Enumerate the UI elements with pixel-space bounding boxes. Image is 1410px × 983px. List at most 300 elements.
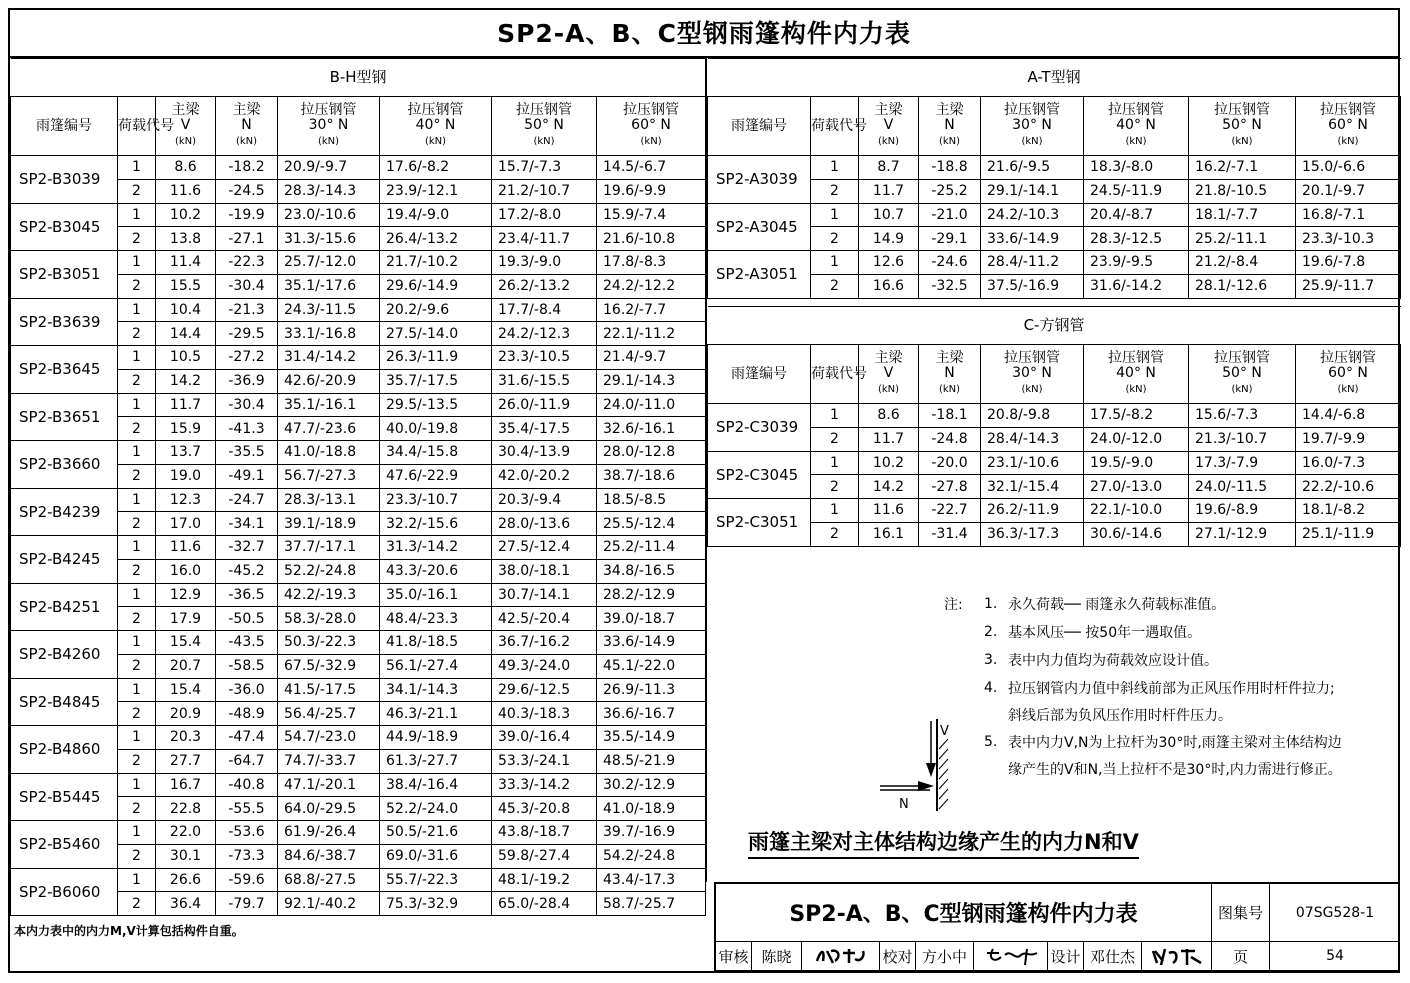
note-line: 5. 表中内力V,N为上拉杆为30°时,雨篷主梁对主体结构边 bbox=[984, 734, 1342, 751]
table-cell: 21.2/-8.4 bbox=[1189, 251, 1296, 275]
note-text: 缘产生的V和N,当上拉杆不是30°时,内力需进行修正。 bbox=[1008, 762, 1342, 778]
header-p40: 拉压钢管 40° N (kN) bbox=[380, 97, 492, 156]
table-cell: 43.4/-17.3 bbox=[597, 868, 706, 892]
note-line bbox=[944, 702, 1342, 728]
table-cell: 35.7/-17.5 bbox=[380, 369, 492, 393]
tb-reviewer-signature bbox=[802, 942, 880, 971]
table-cell: 20.4/-8.7 bbox=[1084, 203, 1189, 227]
table-cell: -21.3 bbox=[216, 298, 278, 322]
table-cell: 21.6/-10.8 bbox=[597, 227, 706, 251]
header-p60: 拉压钢管 60° N (kN) bbox=[1296, 97, 1401, 156]
table-cell: 2 bbox=[811, 274, 859, 298]
table-row bbox=[11, 441, 706, 465]
table-cell: 11.7 bbox=[859, 427, 919, 451]
row-code: SP2-B4845 bbox=[11, 678, 118, 726]
table-cell: 61.3/-27.7 bbox=[380, 749, 492, 773]
table-cell: 23.3/-10.3 bbox=[1296, 227, 1401, 251]
table-cell: 1 bbox=[118, 678, 156, 702]
table-cell: -55.5 bbox=[216, 797, 278, 821]
note-text: 斜线后部为负风压作用时杆件压力。 bbox=[1008, 708, 1232, 724]
table-cell: 1 bbox=[118, 773, 156, 797]
table-cell: 56.1/-27.4 bbox=[380, 654, 492, 678]
table-cell: -32.5 bbox=[919, 274, 981, 298]
table-cell: 21.2/-10.7 bbox=[492, 179, 597, 203]
table-cell: 56.7/-27.3 bbox=[278, 464, 380, 488]
table-cell: 24.0/-12.0 bbox=[1084, 427, 1189, 451]
c-table bbox=[707, 306, 1401, 547]
table-cell: 11.6 bbox=[156, 179, 216, 203]
table-cell: 16.0 bbox=[156, 559, 216, 583]
table-row bbox=[11, 203, 706, 227]
table-cell: 65.0/-28.4 bbox=[492, 892, 597, 916]
table-cell: 30.2/-12.9 bbox=[597, 773, 706, 797]
table-cell: 20.9 bbox=[156, 702, 216, 726]
table-cell: 16.7 bbox=[156, 773, 216, 797]
table-cell: 16.2/-7.7 bbox=[597, 298, 706, 322]
table-cell: 27.1/-12.9 bbox=[1189, 522, 1296, 546]
table-cell: 2 bbox=[811, 427, 859, 451]
table-cell: 25.1/-11.9 bbox=[1296, 522, 1401, 546]
table-cell: 41.0/-18.8 bbox=[278, 441, 380, 465]
table-cell: 20.7 bbox=[156, 654, 216, 678]
table-cell: 23.0/-10.6 bbox=[278, 203, 380, 227]
table-cell: 23.3/-10.5 bbox=[492, 346, 597, 370]
table-cell: 24.5/-11.9 bbox=[1084, 179, 1189, 203]
table-row bbox=[11, 583, 706, 607]
table-cell: 2 bbox=[118, 322, 156, 346]
table-cell: 2 bbox=[118, 559, 156, 583]
table-cell: 18.1/-7.7 bbox=[1189, 203, 1296, 227]
table-cell: -30.4 bbox=[216, 274, 278, 298]
table-cell: -24.8 bbox=[919, 427, 981, 451]
table-cell: 2 bbox=[118, 607, 156, 631]
row-code: SP2-B3651 bbox=[11, 393, 118, 441]
table-cell: 29.5/-13.5 bbox=[380, 393, 492, 417]
table-caption: A-T型钢 bbox=[708, 59, 1401, 97]
wall-hatch bbox=[939, 739, 948, 809]
table-cell: 43.8/-18.7 bbox=[492, 821, 597, 845]
table-row bbox=[708, 156, 1401, 180]
table-row bbox=[708, 227, 1401, 251]
table-cell: 10.2 bbox=[156, 203, 216, 227]
note-text: 表中内力值均为荷载效应设计值。 bbox=[1008, 653, 1218, 669]
table-cell: 30.4/-13.9 bbox=[492, 441, 597, 465]
table-cell: 31.3/-14.2 bbox=[380, 536, 492, 560]
table-cell: 38.7/-18.6 bbox=[597, 464, 706, 488]
table-cell: 32.1/-15.4 bbox=[981, 475, 1084, 499]
table-cell: -29.5 bbox=[216, 322, 278, 346]
table-cell: -19.9 bbox=[216, 203, 278, 227]
table-footnote: 本内力表中的内力M,V计算包括构件自重。 bbox=[14, 924, 244, 938]
table-cell: -50.5 bbox=[216, 607, 278, 631]
table-cell: 24.2/-12.2 bbox=[597, 274, 706, 298]
table-cell: 18.3/-8.0 bbox=[1084, 156, 1189, 180]
table-row bbox=[708, 179, 1401, 203]
table-cell: 19.4/-9.0 bbox=[380, 203, 492, 227]
at-table bbox=[707, 58, 1401, 299]
page-title: SP2-A、B、C型钢雨篷构件内力表 bbox=[8, 8, 1400, 58]
table-cell: -49.1 bbox=[216, 464, 278, 488]
table-cell: 23.1/-10.6 bbox=[981, 451, 1084, 475]
tb-checker-signature bbox=[974, 942, 1048, 971]
table-cell: 21.4/-9.7 bbox=[597, 346, 706, 370]
table-cell: 37.5/-16.9 bbox=[981, 274, 1084, 298]
table-cell: 11.6 bbox=[859, 499, 919, 523]
note-text: 表中内力V,N为上拉杆为30°时,雨篷主梁对主体结构边 bbox=[1008, 735, 1342, 751]
table-row bbox=[708, 203, 1401, 227]
table-cell: 27.7 bbox=[156, 749, 216, 773]
table-cell: 44.9/-18.9 bbox=[380, 726, 492, 750]
table-cell: 38.0/-18.1 bbox=[492, 559, 597, 583]
header-row bbox=[11, 97, 706, 156]
table-cell: 17.8/-8.3 bbox=[597, 251, 706, 275]
table-cell: -41.3 bbox=[216, 417, 278, 441]
table-cell: 1 bbox=[811, 156, 859, 180]
table-cell: 49.3/-24.0 bbox=[492, 654, 597, 678]
bh-table-body bbox=[11, 156, 706, 916]
table-cell: 11.4 bbox=[156, 251, 216, 275]
table-cell: 29.6/-14.9 bbox=[380, 274, 492, 298]
table-cell: 40.3/-18.3 bbox=[492, 702, 597, 726]
row-code: SP2-B4860 bbox=[11, 726, 118, 774]
table-cell: 2 bbox=[118, 749, 156, 773]
n-label: N bbox=[899, 797, 909, 812]
table-cell: 2 bbox=[118, 274, 156, 298]
table-cell: 14.2 bbox=[156, 369, 216, 393]
table-cell: 2 bbox=[118, 417, 156, 441]
table-cell: -22.3 bbox=[216, 251, 278, 275]
table-cell: -27.1 bbox=[216, 227, 278, 251]
table-cell: 17.3/-7.9 bbox=[1189, 451, 1296, 475]
table-cell: 58.7/-25.7 bbox=[597, 892, 706, 916]
row-code: SP2-A3039 bbox=[708, 156, 811, 204]
table-cell: 1 bbox=[118, 488, 156, 512]
table-cell: 1 bbox=[811, 203, 859, 227]
table-cell: 41.8/-18.5 bbox=[380, 631, 492, 655]
table-cell: 27.5/-14.0 bbox=[380, 322, 492, 346]
table-cell: 19.7/-9.9 bbox=[1296, 427, 1401, 451]
table-row bbox=[708, 499, 1401, 523]
table-cell: 1 bbox=[118, 156, 156, 180]
table-cell: 21.3/-10.7 bbox=[1189, 427, 1296, 451]
table-cell: 74.7/-33.7 bbox=[278, 749, 380, 773]
table-cell: 28.4/-14.3 bbox=[981, 427, 1084, 451]
table-cell: 28.4/-11.2 bbox=[981, 251, 1084, 275]
header-main-n: 主梁 N (kN) bbox=[919, 97, 981, 156]
row-code: SP2-B4239 bbox=[11, 488, 118, 536]
table-row bbox=[708, 404, 1401, 428]
table-cell: 1 bbox=[118, 536, 156, 560]
table-cell: 2 bbox=[118, 654, 156, 678]
header-main-v: 主梁 V (kN) bbox=[156, 97, 216, 156]
table-cell: -73.3 bbox=[216, 844, 278, 868]
table-cell: 61.9/-26.4 bbox=[278, 821, 380, 845]
table-cell: 2 bbox=[118, 227, 156, 251]
header-p30: 拉压钢管 30° N (kN) bbox=[981, 97, 1084, 156]
table-cell: -24.5 bbox=[216, 179, 278, 203]
table-row bbox=[708, 475, 1401, 499]
table-cell: 31.3/-15.6 bbox=[278, 227, 380, 251]
bh-table bbox=[10, 58, 706, 916]
table-cell: 1 bbox=[118, 726, 156, 750]
table-cell: 1 bbox=[118, 251, 156, 275]
table-cell: 47.7/-23.6 bbox=[278, 417, 380, 441]
table-row bbox=[11, 726, 706, 750]
table-cell: -43.5 bbox=[216, 631, 278, 655]
table-cell: 30.6/-14.6 bbox=[1084, 522, 1189, 546]
table-cell: 31.6/-15.5 bbox=[492, 369, 597, 393]
row-code: SP2-A3045 bbox=[708, 203, 811, 251]
row-code: SP2-B6060 bbox=[11, 868, 118, 916]
table-cell: 36.4 bbox=[156, 892, 216, 916]
table-cell: -18.1 bbox=[919, 404, 981, 428]
header-p50: 拉压钢管 50° N (kN) bbox=[1189, 345, 1296, 404]
table-cell: 2 bbox=[118, 702, 156, 726]
header-p40: 拉压钢管 40° N (kN) bbox=[1084, 345, 1189, 404]
table-cell: 42.6/-20.9 bbox=[278, 369, 380, 393]
notes-prefix: 注: bbox=[944, 597, 963, 613]
table-row bbox=[708, 251, 1401, 275]
table-cell: 45.1/-22.0 bbox=[597, 654, 706, 678]
c-table-body bbox=[708, 404, 1401, 547]
table-cell: 28.2/-12.9 bbox=[597, 583, 706, 607]
table-cell: -40.8 bbox=[216, 773, 278, 797]
table-cell: -25.2 bbox=[919, 179, 981, 203]
table-cell: 39.0/-18.7 bbox=[597, 607, 706, 631]
table-cell: 19.0 bbox=[156, 464, 216, 488]
note-line: 3. 表中内力值均为荷载效应设计值。 bbox=[984, 652, 1218, 669]
table-cell: 24.3/-11.5 bbox=[278, 298, 380, 322]
header-main-v: 主梁 V (kN) bbox=[859, 345, 919, 404]
table-cell: 26.6 bbox=[156, 868, 216, 892]
table-cell: 26.4/-13.2 bbox=[380, 227, 492, 251]
row-code: SP2-B5445 bbox=[11, 773, 118, 821]
header-p30: 拉压钢管 30° N (kN) bbox=[981, 345, 1084, 404]
table-cell: 20.2/-9.6 bbox=[380, 298, 492, 322]
table-cell: -27.8 bbox=[919, 475, 981, 499]
row-code: SP2-B4245 bbox=[11, 536, 118, 584]
note-text: 拉压钢管内力值中斜线前部为正风压作用时杆件拉力; bbox=[1008, 681, 1335, 697]
table-cell: 45.3/-20.8 bbox=[492, 797, 597, 821]
table-cell: 2 bbox=[118, 179, 156, 203]
table-cell: 19.6/-7.8 bbox=[1296, 251, 1401, 275]
table-cell: 1 bbox=[811, 404, 859, 428]
table-cell: -22.7 bbox=[919, 499, 981, 523]
table-cell: 33.3/-14.2 bbox=[492, 773, 597, 797]
row-code: SP2-B4251 bbox=[11, 583, 118, 631]
table-row bbox=[708, 522, 1401, 546]
table-cell: 41.0/-18.9 bbox=[597, 797, 706, 821]
table-cell: -36.5 bbox=[216, 583, 278, 607]
table-cell: 75.3/-32.9 bbox=[380, 892, 492, 916]
table-cell: 48.1/-19.2 bbox=[492, 868, 597, 892]
checker-signature bbox=[981, 945, 1041, 967]
table-cell: 35.4/-17.5 bbox=[492, 417, 597, 441]
header-load: 荷载代号 bbox=[811, 345, 859, 404]
table-cell: 2 bbox=[811, 179, 859, 203]
table-cell: -27.2 bbox=[216, 346, 278, 370]
table-row bbox=[708, 427, 1401, 451]
row-code: SP2-B4260 bbox=[11, 631, 118, 679]
header-p60: 拉压钢管 60° N (kN) bbox=[1296, 345, 1401, 404]
tb-atlas-label: 图集号 bbox=[1212, 884, 1270, 942]
table-cell: 36.3/-17.3 bbox=[981, 522, 1084, 546]
table-cell: 14.5/-6.7 bbox=[597, 156, 706, 180]
table-cell: 38.4/-16.4 bbox=[380, 773, 492, 797]
table-cell: 17.7/-8.4 bbox=[492, 298, 597, 322]
table-cell: 23.9/-12.1 bbox=[380, 179, 492, 203]
table-caption: C-方钢管 bbox=[708, 307, 1401, 345]
table-cell: 42.2/-19.3 bbox=[278, 583, 380, 607]
table-cell: 15.9 bbox=[156, 417, 216, 441]
table-cell: 28.0/-13.6 bbox=[492, 512, 597, 536]
table-cell: 48.5/-21.9 bbox=[597, 749, 706, 773]
note-line: 4. 拉压钢管内力值中斜线前部为正风压作用时杆件拉力; bbox=[984, 680, 1335, 697]
table-cell: 59.8/-27.4 bbox=[492, 844, 597, 868]
table-cell: 2 bbox=[118, 512, 156, 536]
table-cell: 22.2/-10.6 bbox=[1296, 475, 1401, 499]
header-row bbox=[708, 345, 1401, 404]
table-cell: 20.1/-9.7 bbox=[1296, 179, 1401, 203]
row-code: SP2-B3645 bbox=[11, 346, 118, 394]
v-arrowhead bbox=[926, 763, 936, 777]
table-cell: 14.4 bbox=[156, 322, 216, 346]
table-cell: 20.3/-9.4 bbox=[492, 488, 597, 512]
table-cell: -53.6 bbox=[216, 821, 278, 845]
table-cell: -64.7 bbox=[216, 749, 278, 773]
table-cell: 35.1/-16.1 bbox=[278, 393, 380, 417]
table-cell: 55.7/-22.3 bbox=[380, 868, 492, 892]
table-cell: 1 bbox=[118, 298, 156, 322]
table-cell: 1 bbox=[811, 499, 859, 523]
table-cell: 25.2/-11.4 bbox=[597, 536, 706, 560]
table-cell: 35.0/-16.1 bbox=[380, 583, 492, 607]
table-cell: 35.5/-14.9 bbox=[597, 726, 706, 750]
table-cell: 18.1/-8.2 bbox=[1296, 499, 1401, 523]
table-cell: 25.9/-11.7 bbox=[1296, 274, 1401, 298]
table-cell: 39.0/-16.4 bbox=[492, 726, 597, 750]
table-cell: 15.5 bbox=[156, 274, 216, 298]
header-load: 荷载代号 bbox=[118, 97, 156, 156]
table-cell: 28.3/-12.5 bbox=[1084, 227, 1189, 251]
header-main-n: 主梁 N (kN) bbox=[919, 345, 981, 404]
row-code: SP2-C3039 bbox=[708, 404, 811, 452]
tb-design-label: 设计 bbox=[1048, 942, 1084, 971]
table-cell: 1 bbox=[811, 251, 859, 275]
table-cell: 2 bbox=[118, 369, 156, 393]
table-cell: 12.9 bbox=[156, 583, 216, 607]
tb-checker: 方小中 bbox=[916, 942, 974, 971]
tb-review-label: 审核 bbox=[716, 942, 752, 971]
table-cell: 2 bbox=[118, 892, 156, 916]
header-row bbox=[708, 97, 1401, 156]
table-cell: 32.2/-15.6 bbox=[380, 512, 492, 536]
table-cell: 50.3/-22.3 bbox=[278, 631, 380, 655]
table-cell: 26.3/-11.9 bbox=[380, 346, 492, 370]
header-p60: 拉压钢管 60° N (kN) bbox=[597, 97, 706, 156]
title-block bbox=[714, 882, 1400, 973]
table-cell: 19.3/-9.0 bbox=[492, 251, 597, 275]
header-code: 雨篷编号 bbox=[708, 97, 811, 156]
table-cell: 35.1/-17.6 bbox=[278, 274, 380, 298]
note-line: 2. 基本风压── 按50年一遇取值。 bbox=[984, 624, 1202, 641]
table-cell: 11.7 bbox=[859, 179, 919, 203]
table-row bbox=[11, 251, 706, 275]
table-cell: 92.1/-40.2 bbox=[278, 892, 380, 916]
table-cell: 13.7 bbox=[156, 441, 216, 465]
table-cell: -30.4 bbox=[216, 393, 278, 417]
table-cell: 33.6/-14.9 bbox=[597, 631, 706, 655]
table-cell: 2 bbox=[118, 844, 156, 868]
table-cell: 15.6/-7.3 bbox=[1189, 404, 1296, 428]
table-cell: 12.6 bbox=[859, 251, 919, 275]
table-cell: 1 bbox=[118, 821, 156, 845]
header-code: 雨篷编号 bbox=[708, 345, 811, 404]
table-row bbox=[11, 631, 706, 655]
table-cell: 27.5/-12.4 bbox=[492, 536, 597, 560]
table-cell: -29.1 bbox=[919, 227, 981, 251]
table-cell: -48.9 bbox=[216, 702, 278, 726]
table-cell: 19.6/-8.9 bbox=[1189, 499, 1296, 523]
table-cell: 2 bbox=[811, 475, 859, 499]
table-cell: 15.9/-7.4 bbox=[597, 203, 706, 227]
table-cell: 23.3/-10.7 bbox=[380, 488, 492, 512]
table-cell: -31.4 bbox=[919, 522, 981, 546]
table-cell: 36.6/-16.7 bbox=[597, 702, 706, 726]
table-cell: 24.2/-12.3 bbox=[492, 322, 597, 346]
table-cell: 11.6 bbox=[156, 536, 216, 560]
table-cell: 20.9/-9.7 bbox=[278, 156, 380, 180]
table-row bbox=[11, 678, 706, 702]
diagram-title: 雨篷主梁对主体结构边缘产生的内力N和V bbox=[748, 826, 1139, 859]
table-cell: 30.1 bbox=[156, 844, 216, 868]
table-cell: 21.7/-10.2 bbox=[380, 251, 492, 275]
table-cell: 52.2/-24.8 bbox=[278, 559, 380, 583]
table-cell: 10.7 bbox=[859, 203, 919, 227]
table-cell: 1 bbox=[118, 203, 156, 227]
table-cell: 47.1/-20.1 bbox=[278, 773, 380, 797]
table-cell: 29.1/-14.1 bbox=[981, 179, 1084, 203]
table-row bbox=[708, 451, 1401, 475]
table-cell: 2 bbox=[118, 464, 156, 488]
table-cell: 29.6/-12.5 bbox=[492, 678, 597, 702]
table-cell: 26.2/-11.9 bbox=[981, 499, 1084, 523]
table-cell: 15.0/-6.6 bbox=[1296, 156, 1401, 180]
table-cell: 17.5/-8.2 bbox=[1084, 404, 1189, 428]
table-cell: 28.3/-14.3 bbox=[278, 179, 380, 203]
table-cell: 16.0/-7.3 bbox=[1296, 451, 1401, 475]
at-table-body bbox=[708, 156, 1401, 299]
table-cell: 34.1/-14.3 bbox=[380, 678, 492, 702]
table-cell: 58.3/-28.0 bbox=[278, 607, 380, 631]
table-cell: 17.9 bbox=[156, 607, 216, 631]
table-cell: 8.6 bbox=[156, 156, 216, 180]
table-cell: 2 bbox=[811, 227, 859, 251]
table-cell: 31.6/-14.2 bbox=[1084, 274, 1189, 298]
row-code: SP2-A3051 bbox=[708, 251, 811, 299]
table-cell: 48.4/-23.3 bbox=[380, 607, 492, 631]
table-cell: 22.1/-10.0 bbox=[1084, 499, 1189, 523]
table-cell: 1 bbox=[118, 868, 156, 892]
table-cell: 16.1 bbox=[859, 522, 919, 546]
table-cell: 36.7/-16.2 bbox=[492, 631, 597, 655]
table-cell: 10.4 bbox=[156, 298, 216, 322]
table-cell: 1 bbox=[118, 441, 156, 465]
table-cell: 15.4 bbox=[156, 678, 216, 702]
table-row bbox=[11, 868, 706, 892]
table-cell: 8.6 bbox=[859, 404, 919, 428]
table-cell: -32.7 bbox=[216, 536, 278, 560]
